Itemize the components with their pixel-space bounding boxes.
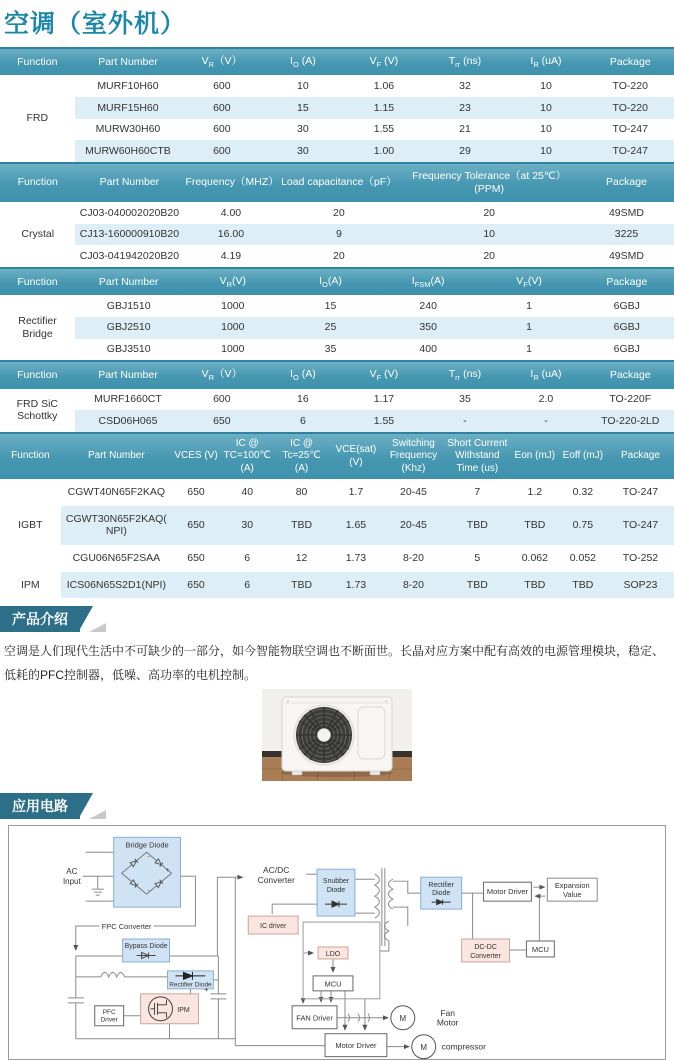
cell: MURF15H60 xyxy=(75,97,182,119)
cell: CJ03-040002020B20 xyxy=(75,202,183,224)
function-cell: Crystal xyxy=(0,202,75,267)
cell: 9 xyxy=(278,224,399,246)
rectifier-diode-low-label: Rectifier Diode xyxy=(169,981,212,988)
column-header: Package xyxy=(579,163,674,202)
cell: 35 xyxy=(424,389,505,411)
cell: TO-252 xyxy=(607,545,674,572)
table-row xyxy=(0,479,674,506)
expansion-value-block xyxy=(547,878,597,901)
cell: 29 xyxy=(424,140,505,162)
compressor-label: compressor xyxy=(442,1042,486,1052)
snubber-diode-block xyxy=(317,869,355,916)
function-cell: FRD SiC Schottky xyxy=(0,389,75,432)
cell: MURW30H60 xyxy=(75,119,182,141)
cell: MURW60H60CTB xyxy=(75,140,182,162)
column-header: $I_{FSM}(A)$ xyxy=(378,268,479,295)
cell: 240 xyxy=(378,295,479,317)
cell: TO-220 xyxy=(587,75,674,97)
table-row xyxy=(0,140,674,162)
cell: 12 xyxy=(274,545,328,572)
cell: GBJ1510 xyxy=(75,295,182,317)
table-row xyxy=(0,545,674,572)
cell: 35 xyxy=(283,339,377,361)
column-header: $I_O(A)$ xyxy=(283,268,377,295)
frd-sic-schottky-table xyxy=(0,360,674,432)
column-header: $I_O$ (A) xyxy=(262,48,343,75)
fpc-converter-label: FPC Converter xyxy=(102,922,152,931)
cell: MURF1660CT xyxy=(75,389,182,411)
motor-driver-top-block xyxy=(484,882,532,901)
cell: 6 xyxy=(262,410,343,432)
table-row xyxy=(0,75,674,97)
cell: GBJ2510 xyxy=(75,317,182,339)
cap-plus-mark: + xyxy=(204,987,208,994)
acdc-converter-label2: Converter xyxy=(258,875,295,885)
column-header: $V_R(V)$ xyxy=(181,361,262,388)
compressor-m: M xyxy=(420,1043,427,1052)
cell: 1.17 xyxy=(343,389,424,411)
cell: TO-220-2LD xyxy=(587,410,674,432)
cell: 650 xyxy=(172,572,220,599)
ic-driver-label: IC driver xyxy=(260,923,287,930)
rectifier-bridge-table xyxy=(0,267,674,360)
cell: 20 xyxy=(278,202,399,224)
cell: 6GBJ xyxy=(580,317,674,339)
cell: 2.0 xyxy=(505,389,586,411)
snubber-diode-label: Snubber xyxy=(323,878,350,885)
column-header: Part Number xyxy=(75,361,182,388)
motor-driver-bottom-label: Motor Driver xyxy=(335,1041,377,1050)
cell: 350 xyxy=(378,317,479,339)
cell: 600 xyxy=(181,97,262,119)
dcdc-converter-label2: Converter xyxy=(470,953,501,960)
function-cell: IGBT xyxy=(0,479,61,571)
ac-input-label2: Input xyxy=(63,877,82,886)
cell: MURF10H60 xyxy=(75,75,182,97)
cell: ICS06N65S2D1(NPI) xyxy=(61,572,172,599)
cell: 1.73 xyxy=(329,545,383,572)
cell: 650 xyxy=(172,479,220,506)
function-cell: Rectifier Bridge xyxy=(0,295,75,360)
column-header: Load capacitance（pF） xyxy=(278,163,399,202)
cell: TBD xyxy=(444,506,511,545)
cell: 0.75 xyxy=(559,506,607,545)
table-row xyxy=(0,224,674,246)
column-header: Function xyxy=(0,433,61,480)
column-header: Function xyxy=(0,361,75,388)
bridge-minus-mark: - xyxy=(148,854,150,860)
cell: 4.00 xyxy=(183,202,278,224)
product-intro-text: 空调是人们现代生活中不可缺少的一部分，如今智能物联空调也不断面世。长晶对应方案中配有高效的电源管理模块，稳定、低耗的PFC控制器，低噪、高功率的电机控制。 xyxy=(4,640,668,687)
bridge-plus-mark: + xyxy=(166,868,170,874)
column-header: Eon (mJ) xyxy=(511,433,559,480)
cell: 600 xyxy=(181,119,262,141)
cell: 1.7 xyxy=(329,479,383,506)
cell: 1.55 xyxy=(343,119,424,141)
application-circuit-diagram xyxy=(8,825,666,1060)
rectifier-diode-top-label2: Diode xyxy=(432,890,450,897)
cell: 6GBJ xyxy=(580,339,674,361)
cell: 1.65 xyxy=(329,506,383,545)
crystal-table xyxy=(0,162,674,267)
cell: 3225 xyxy=(579,224,674,246)
ldo-block xyxy=(318,947,348,959)
cell: CJ03-041942020B20 xyxy=(75,245,183,267)
column-header: Package xyxy=(580,268,674,295)
cell: 80 xyxy=(274,479,328,506)
bridge-diode-label: Bridge Diode xyxy=(125,840,168,849)
cell: TO-220 xyxy=(587,97,674,119)
cell: 6 xyxy=(220,545,274,572)
ac-outdoor-unit-photo xyxy=(262,689,412,781)
fan-motor xyxy=(391,1006,459,1030)
table-row xyxy=(0,389,674,411)
cell: TO-247 xyxy=(587,119,674,141)
column-header: Function xyxy=(0,163,75,202)
cell: 8-20 xyxy=(383,545,444,572)
cell: 20-45 xyxy=(383,479,444,506)
bypass-diode-label: Bypass Diode xyxy=(125,943,168,950)
table-row xyxy=(0,97,674,119)
cell: 30 xyxy=(220,506,274,545)
column-header: $I_R$ (uA) xyxy=(505,48,586,75)
cell: 10 xyxy=(505,119,586,141)
cell: 16 xyxy=(262,389,343,411)
cell: TBD xyxy=(511,506,559,545)
cell: TBD xyxy=(274,572,328,599)
cell: 600 xyxy=(181,75,262,97)
cell: 21 xyxy=(424,119,505,141)
cell: 0.32 xyxy=(559,479,607,506)
mcu-left-label: MCU xyxy=(325,979,342,988)
page-title: 空调（室外机） xyxy=(4,4,674,40)
mcu-right-block xyxy=(526,941,554,957)
cell: 6 xyxy=(220,572,274,599)
cell: 6GBJ xyxy=(580,295,674,317)
ac-input-label: AC xyxy=(66,867,77,876)
cell: 1.06 xyxy=(343,75,424,97)
pfc-driver-label: PFC xyxy=(103,1009,116,1016)
column-header: Short Current Withstand Time (us) xyxy=(444,433,511,480)
product-intro-ribbon: 产品介绍 xyxy=(0,606,80,632)
cell: 20 xyxy=(399,202,579,224)
cell: 23 xyxy=(424,97,505,119)
cell: 1 xyxy=(479,295,580,317)
cell: 20 xyxy=(399,245,579,267)
igbt-ipm-table xyxy=(0,432,674,598)
cell: TBD xyxy=(274,506,328,545)
bypass-diode-block xyxy=(123,939,170,962)
cell: 5 xyxy=(444,545,511,572)
cell: SOP23 xyxy=(607,572,674,599)
cell: 49SMD xyxy=(579,202,674,224)
column-header: Part Number xyxy=(75,163,183,202)
ipm-block xyxy=(141,994,199,1024)
cell: 600 xyxy=(181,140,262,162)
table-row xyxy=(0,295,674,317)
table-row xyxy=(0,317,674,339)
cell: CGWT30N65F2KAQ(NPI) xyxy=(61,506,172,545)
cell: TBD xyxy=(559,572,607,599)
column-header: $V_F$ (V) xyxy=(343,48,424,75)
cell: CSD06H065 xyxy=(75,410,182,432)
rectifier-diode-top-label: Rectifier xyxy=(428,882,454,889)
column-header: Part Number xyxy=(61,433,172,480)
cell: TO-247 xyxy=(607,479,674,506)
dcdc-converter-label: DC-DC xyxy=(474,944,496,951)
mcu-right-label: MCU xyxy=(532,945,549,954)
cell: 1.15 xyxy=(343,97,424,119)
fan-motor-label: Fan xyxy=(440,1008,455,1018)
cell: 1000 xyxy=(182,295,283,317)
cell: CGU06N65F2SAA xyxy=(61,545,172,572)
cell: 650 xyxy=(172,506,220,545)
column-header: $V_R(V)$ xyxy=(181,48,262,75)
cell: 1000 xyxy=(182,339,283,361)
cell: 30 xyxy=(262,119,343,141)
cell: CJ13-160000910B20 xyxy=(75,224,183,246)
ldo-label: LDO xyxy=(326,951,341,958)
column-header: $T_{rr}$ (ns) xyxy=(424,361,505,388)
cell: 400 xyxy=(378,339,479,361)
cell: 650 xyxy=(181,410,262,432)
cell: 600 xyxy=(181,389,262,411)
cell: 1.00 xyxy=(343,140,424,162)
column-header: Package xyxy=(587,361,674,388)
table-row xyxy=(0,572,674,599)
ipm-label: IPM xyxy=(177,1007,190,1014)
expansion-value-label2: Value xyxy=(563,890,582,899)
mcu-left-block xyxy=(313,976,353,991)
cell: TO-220F xyxy=(587,389,674,411)
application-circuit-ribbon: 应用电路 xyxy=(0,793,80,819)
expansion-value-label: Expansion xyxy=(555,881,590,890)
cell: 32 xyxy=(424,75,505,97)
fan-driver-block xyxy=(292,1006,337,1029)
cell: 10 xyxy=(505,97,586,119)
pfc-driver-label2: Driver xyxy=(101,1017,119,1024)
cell: 25 xyxy=(283,317,377,339)
acdc-converter-label: AC/DC xyxy=(263,865,289,875)
table-row xyxy=(0,339,674,361)
column-header: $I_R$ (uA) xyxy=(505,361,586,388)
cell: 1.73 xyxy=(329,572,383,599)
table-row xyxy=(0,119,674,141)
cell: 8-20 xyxy=(383,572,444,599)
cell: 16.00 xyxy=(183,224,278,246)
cell: 40 xyxy=(220,479,274,506)
cell: 49SMD xyxy=(579,245,674,267)
column-header: $I_O$ (A) xyxy=(262,361,343,388)
rectifier-diode-top-block xyxy=(421,877,462,909)
column-header: Package xyxy=(607,433,674,480)
cell: 1 xyxy=(479,317,580,339)
function-cell: IPM xyxy=(0,572,61,599)
cell: 10 xyxy=(505,75,586,97)
table-row xyxy=(0,245,674,267)
cell: CGWT40N65F2KAQ xyxy=(61,479,172,506)
cell: 1.2 xyxy=(511,479,559,506)
cell: TO-247 xyxy=(587,140,674,162)
column-header: VCE(sat) (V) xyxy=(329,433,383,480)
cell: 10 xyxy=(505,140,586,162)
cell: TBD xyxy=(511,572,559,599)
cell: - xyxy=(505,410,586,432)
column-header: Function xyxy=(0,48,75,75)
cell: 15 xyxy=(262,97,343,119)
column-header: $V_R(V)$ xyxy=(182,268,283,295)
cell: 20 xyxy=(278,245,399,267)
cell: 1000 xyxy=(182,317,283,339)
column-header: $V_F(V)$ xyxy=(479,268,580,295)
compressor-motor xyxy=(412,1035,486,1059)
cell: - xyxy=(424,410,505,432)
snubber-diode-label2: Diode xyxy=(327,887,345,894)
function-cell: FRD xyxy=(0,75,75,161)
column-header: Part Number xyxy=(75,48,182,75)
cell: 10 xyxy=(262,75,343,97)
column-header: $T_{rr}$ (ns) xyxy=(424,48,505,75)
frd-table xyxy=(0,47,674,162)
bridge-minus-mark2: - xyxy=(148,888,150,894)
table-row xyxy=(0,202,674,224)
column-header: IC @ Tc=25℃ (A) xyxy=(274,433,328,480)
column-header: Part Number xyxy=(75,268,182,295)
motor-driver-bottom-block xyxy=(325,1034,387,1057)
fan-motor-label2: Motor xyxy=(437,1018,459,1028)
column-header: Frequency（MHZ） xyxy=(183,163,278,202)
cell: 30 xyxy=(262,140,343,162)
column-header: Package xyxy=(587,48,674,75)
fan-motor-m: M xyxy=(399,1014,406,1023)
table-row xyxy=(0,506,674,545)
column-header: Function xyxy=(0,268,75,295)
cell: 4.19 xyxy=(183,245,278,267)
column-header: Frequency Tolerance（at 25℃）(PPM) xyxy=(399,163,579,202)
table-row xyxy=(0,410,674,432)
cell: 15 xyxy=(283,295,377,317)
bridge-diode-block xyxy=(114,837,181,907)
cell: 1.55 xyxy=(343,410,424,432)
pfc-driver-block xyxy=(95,1006,124,1026)
dcdc-converter-block xyxy=(462,939,510,962)
cell: 20-45 xyxy=(383,506,444,545)
cell: 0.052 xyxy=(559,545,607,572)
cell: 10 xyxy=(399,224,579,246)
motor-driver-top-label: Motor Driver xyxy=(487,887,529,896)
column-header: IC @ TC=100℃ (A) xyxy=(220,433,274,480)
column-header: Eoff (mJ) xyxy=(559,433,607,480)
fan-driver-label: FAN Driver xyxy=(296,1013,333,1022)
column-header: VCES (V) xyxy=(172,433,220,480)
column-header: $V_F$ (V) xyxy=(343,361,424,388)
cell: GBJ3510 xyxy=(75,339,182,361)
cell: 650 xyxy=(172,545,220,572)
cell: 0.062 xyxy=(511,545,559,572)
cell: 7 xyxy=(444,479,511,506)
column-header: Switching Frequency (Khz) xyxy=(383,433,444,480)
cell: TBD xyxy=(444,572,511,599)
cell: 1 xyxy=(479,339,580,361)
ic-driver-block xyxy=(248,916,298,934)
cell: TO-247 xyxy=(607,506,674,545)
